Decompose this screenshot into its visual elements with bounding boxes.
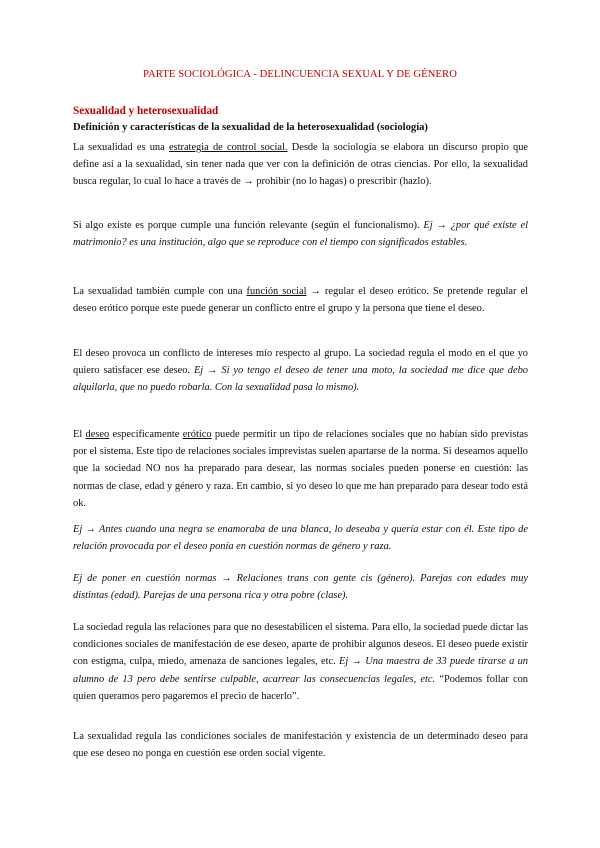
p5-text-c: específicamente (109, 429, 183, 440)
p3-text-c: → regular el deseo erótico. Se pretende regular el deseo erótico porque este puede generar un conflicto entre el grupo y la persona que tiene el deseo. (73, 286, 528, 315)
p8-example: Ej → Una maestra de 33 puede tirarse a un alumno de 13 pero debe sentirse culpable, acarrear las consecuencias legales, etc. (73, 656, 528, 685)
p5-underlined-erotico: erótico (182, 429, 212, 440)
paragraph-7: Ej de poner en cuestión normas → Relaciones trans con gente cis (género). Parejas con edades muy distintas (edad). Parejas de una persona rica y otra pobre (clase). (73, 573, 528, 602)
p4-text-a: El deseo provoca un conflicto de intereses mío respecto al grupo. La sociedad regula el modo en el que yo quiero satisfacer ese deseo. (73, 348, 528, 377)
p1-text-c: Desde la sociología se elabora un discurso propio que define así a la sexualidad, sin tener nada que ver con la definición de otras ciencias. Por ello, la sexualidad busca regular, lo cual lo hace a través de → prohibir (no lo hagas) o prescribir (hazlo). (73, 142, 529, 188)
paragraph-1 (73, 139, 528, 191)
paragraph-5 (73, 426, 528, 512)
p5-underlined-deseo: deseo (85, 429, 110, 440)
p2-text-a: Si algo existe es porque cumple una función relevante (según el funcionalismo). (73, 220, 424, 231)
paragraph-2 (73, 217, 528, 251)
p3-text-a: La sexualidad también cumple con una (73, 286, 247, 297)
p1-underlined: estrategia de control social. (168, 142, 288, 153)
p8-text-a: La sociedad regula las relaciones para que no desestabilicen el sistema. Para ello, la sociedad puede dictar las condiciones sociales de manifestación de ese deseo, aparte de prohibir algunos deseos. El deseo puede existir con estigma, culpa, miedo, amenaza de sanciones legales, etc. (73, 622, 528, 668)
paragraph-9: La sexualidad regula las condiciones sociales de manifestación y existencia de un determinado deseo para que ese deseo no ponga en cuestión ese orden social vigente. (73, 731, 528, 760)
p5-text-a: El (73, 429, 86, 440)
paragraph-3 (73, 283, 528, 317)
document-title: PARTE SOCIOLÓGICA - DELINCUENCIA SEXUAL Y DE GÉNERO (143, 69, 457, 80)
p4-example: Ej → Si yo tengo el deseo de tener una moto, la sociedad me dice que debo alquilarla, que no puedo robarla. Con la sexualidad pasa lo mismo). (73, 365, 528, 394)
p1-text-a: La sexualidad es una (73, 142, 169, 153)
paragraph-8 (73, 619, 528, 705)
paragraph-6: Ej → Antes cuando una negra se enamoraba de una blanca, lo deseaba y quería estar con él. Este tipo de relación provocada por el deseo ponía en cuestión normas de género y raza. (73, 524, 528, 553)
p8-quote: “Podemos follar con quien queramos pero pagaremos el precio de hacerlo”. (73, 673, 528, 702)
p2-example: Ej → ¿por qué existe el matrimonio? es una institución, algo que se reproduce con el tiempo con significados estables. (73, 220, 528, 249)
subheading: Definición y características de la sexualidad de la heterosexualidad (sociología) (73, 122, 428, 133)
section-heading: Sexualidad y heterosexualidad (73, 105, 219, 117)
paragraph-4 (73, 345, 528, 397)
p3-underlined: función social (246, 286, 307, 297)
p5-text-e: puede permitir un tipo de relaciones sociales que no habían sido previstas por el sistema. Este tipo de relaciones sociales imprevistas suelen apartarse de la norma. Si deseamos aquello que la sociedad NO nos ha preparado para desear, las normas sociales pueden ponerse en cuestión: las normas de clase, edad y género y raza. En cambio, si yo deseo lo que me han preparado para desear todo está ok. (73, 429, 528, 509)
